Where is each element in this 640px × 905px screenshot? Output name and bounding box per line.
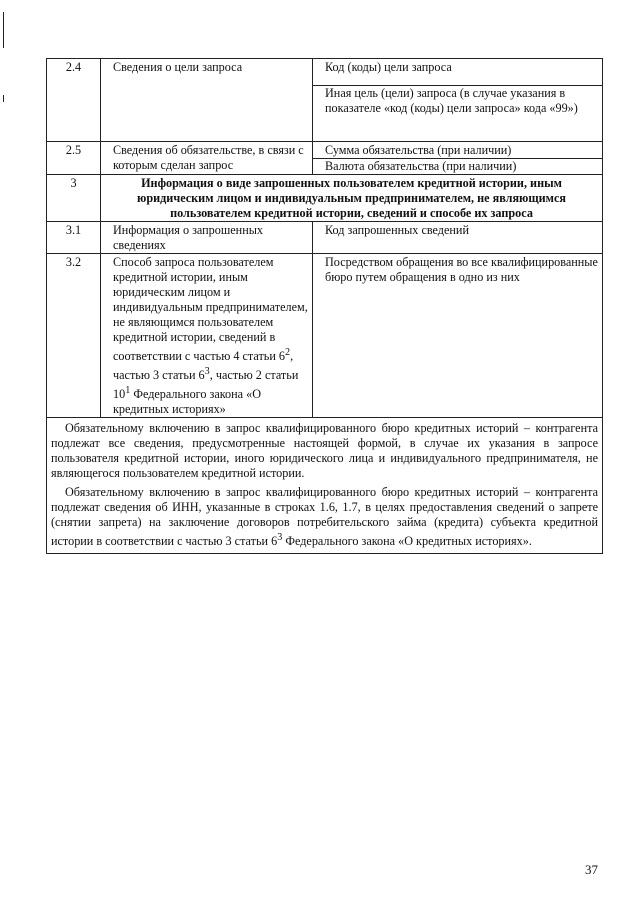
row-name (101, 254, 313, 418)
row-value: Код запрошенных сведений (313, 222, 603, 254)
note-lead: Обязательному включению в запрос квалифицированного бюро кредитных историй – контрагента подлежат сведения об ИНН, указанные в строках 1.6, 1.7, в целях предоставления сведений о запрете (снятии запрета) на заключение договоров потребительского займа (кредита) субъекта кредитной истории в соответствии с частью 3 статьи 6 (51, 485, 598, 549)
value-item: Иная цель (цели) запроса (в случае указания в показателе «код (коды) цели запроса» кода «99») (313, 85, 602, 116)
table-row (47, 142, 603, 175)
row-values (313, 142, 603, 175)
table-row (47, 222, 603, 254)
notes-row (47, 418, 603, 554)
row-name-tail: Федерального закона «О кредитных историях» (113, 387, 261, 417)
notes-cell (47, 418, 603, 554)
superscript: 3 (204, 366, 210, 378)
section-heading: Информация о виде запрошенных пользователем кредитной истории, иным юридическим лицом и индивидуальным предпринимателем, не являющимся пользователем кредитной истории, сведений и способе их запроса (101, 175, 603, 222)
superscript: 3 (277, 532, 283, 544)
row-number: 3.2 (47, 254, 101, 418)
row-name: Информация о запрошенных сведениях (101, 222, 313, 254)
row-name: Сведения о цели запроса (101, 59, 313, 142)
table-row (47, 254, 603, 418)
row-name-lead: Способ запроса пользователем кредитной истории, иным юридическим лицом и индивидуальным предпринимателем, не являющимся пользователем кредитной истории, сведений в соответствии с частью 4 статьи 6 (113, 255, 308, 364)
note-paragraph: Обязательному включению в запрос квалифицированного бюро кредитных историй – контрагента подлежат все сведения, предусмотренные настоящей формой, в случае их указания в запросе пользователя кредитной истории, иного юридического лица и индивидуального предпринимателя, не являющегося пользователем кредитной истории. (51, 421, 598, 481)
table-row (47, 175, 603, 222)
row-values (313, 59, 603, 142)
superscript: 1 (125, 385, 131, 397)
superscript: 2 (285, 347, 291, 358)
row-number: 3 (47, 175, 101, 222)
value-item: Валюта обязательства (при наличии) (313, 158, 602, 174)
margin-mark-bottom (3, 95, 4, 102)
note-paragraph (51, 485, 598, 549)
row-name: Сведения об обязательстве, в связи с которым сделан запрос (101, 142, 313, 175)
table-row (47, 59, 603, 142)
value-item: Сумма обязательства (при наличии) (325, 143, 512, 157)
row-number: 3.1 (47, 222, 101, 254)
row-value: Посредством обращения во все квалифицированные бюро путем обращения в одно из них (313, 254, 603, 418)
document-table (46, 58, 603, 554)
row-number: 2.4 (47, 59, 101, 142)
margin-mark-top (3, 12, 4, 48)
page-number: 37 (585, 862, 598, 877)
value-item: Код (коды) цели запроса (325, 60, 452, 74)
row-name-mid: , частью 3 статьи 6 (113, 349, 294, 383)
note-tail: Федерального закона «О кредитных историях». (282, 534, 532, 549)
row-number: 2.5 (47, 142, 101, 175)
row-name-mid: , частью 2 статьи 10 (113, 368, 299, 402)
